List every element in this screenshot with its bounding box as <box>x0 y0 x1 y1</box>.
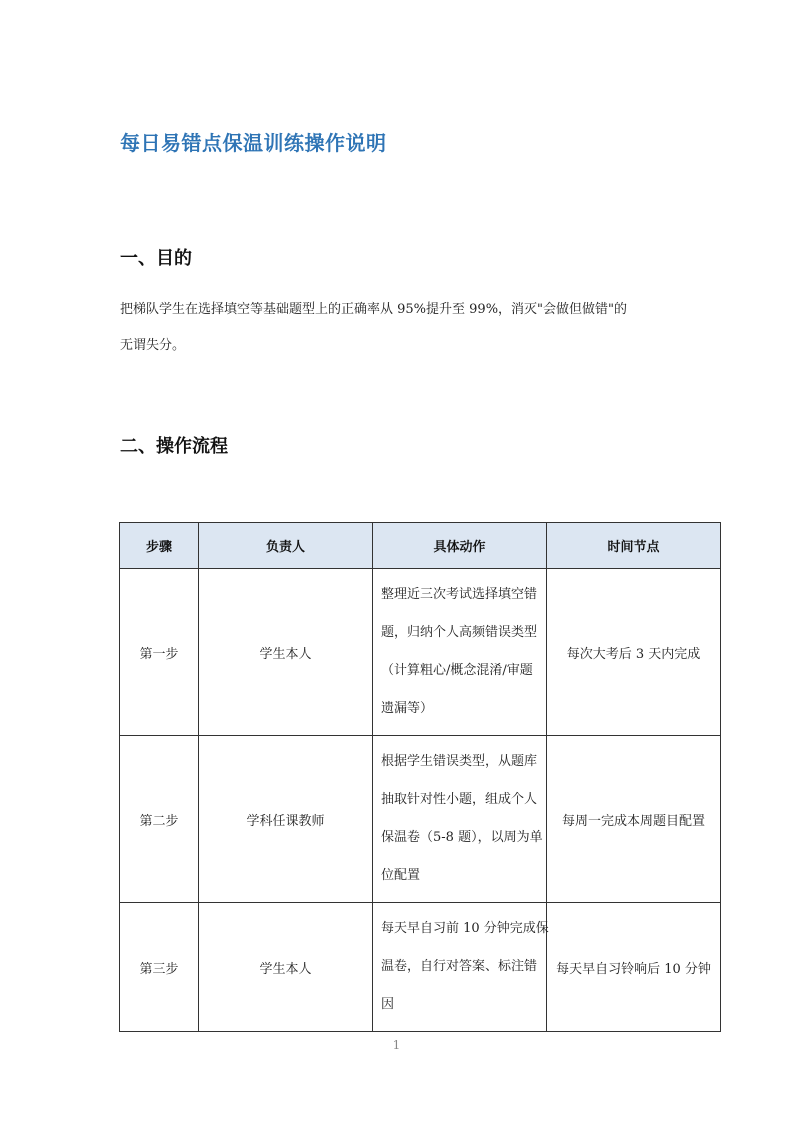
purpose-line: 把梯队学生在选择填空等基础题型上的正确率从 95%提升至 99%，消灭"会做但做错"的 <box>120 302 628 317</box>
cell-action <box>373 569 547 736</box>
page-number: 1 <box>392 1038 401 1052</box>
cell-action <box>373 903 547 1032</box>
action-line: （计算粗心/概念混淆/审题 <box>381 663 533 678</box>
cell-owner: 学生本人 <box>199 903 373 1032</box>
cell-step: 第二步 <box>120 736 199 903</box>
action-line: 保温卷（5-8 题），以周为单 <box>381 830 543 845</box>
cell-time: 每天早自习铃响后 10 分钟 <box>547 903 721 1032</box>
document-title: 每日易错点保温训练操作说明 <box>120 131 387 155</box>
process-table <box>119 522 721 1032</box>
action-line: 位配置 <box>381 868 421 883</box>
cell-owner: 学生本人 <box>199 569 373 736</box>
cell-step: 第三步 <box>120 903 199 1032</box>
table-row <box>120 736 721 903</box>
cell-time: 每周一完成本周题目配置 <box>547 736 721 903</box>
action-line: 温卷，自行对答案、标注错 <box>381 959 538 974</box>
purpose-paragraph <box>120 292 700 364</box>
header-step: 步骤 <box>120 523 199 569</box>
header-owner: 负责人 <box>199 523 373 569</box>
table-header-row <box>120 523 721 569</box>
action-line: 抽取针对性小题，组成个人 <box>381 792 538 807</box>
cell-action <box>373 736 547 903</box>
action-line: 根据学生错误类型，从题库 <box>381 754 538 769</box>
table-row <box>120 903 721 1032</box>
action-line: 遗漏等） <box>381 701 434 716</box>
action-line: 每天早自习前 10 分钟完成保 <box>381 921 549 936</box>
cell-time: 每次大考后 3 天内完成 <box>547 569 721 736</box>
action-line: 因 <box>381 997 395 1012</box>
cell-step: 第一步 <box>120 569 199 736</box>
header-time: 时间节点 <box>547 523 721 569</box>
section-heading-process: 二、操作流程 <box>120 436 228 457</box>
table-row <box>120 569 721 736</box>
cell-owner: 学科任课教师 <box>199 736 373 903</box>
action-line: 整理近三次考试选择填空错 <box>381 587 538 602</box>
section-heading-purpose: 一、目的 <box>120 248 192 269</box>
action-line: 题，归纳个人高频错误类型 <box>381 625 538 640</box>
purpose-line: 无谓失分。 <box>120 338 186 353</box>
header-action: 具体动作 <box>373 523 547 569</box>
